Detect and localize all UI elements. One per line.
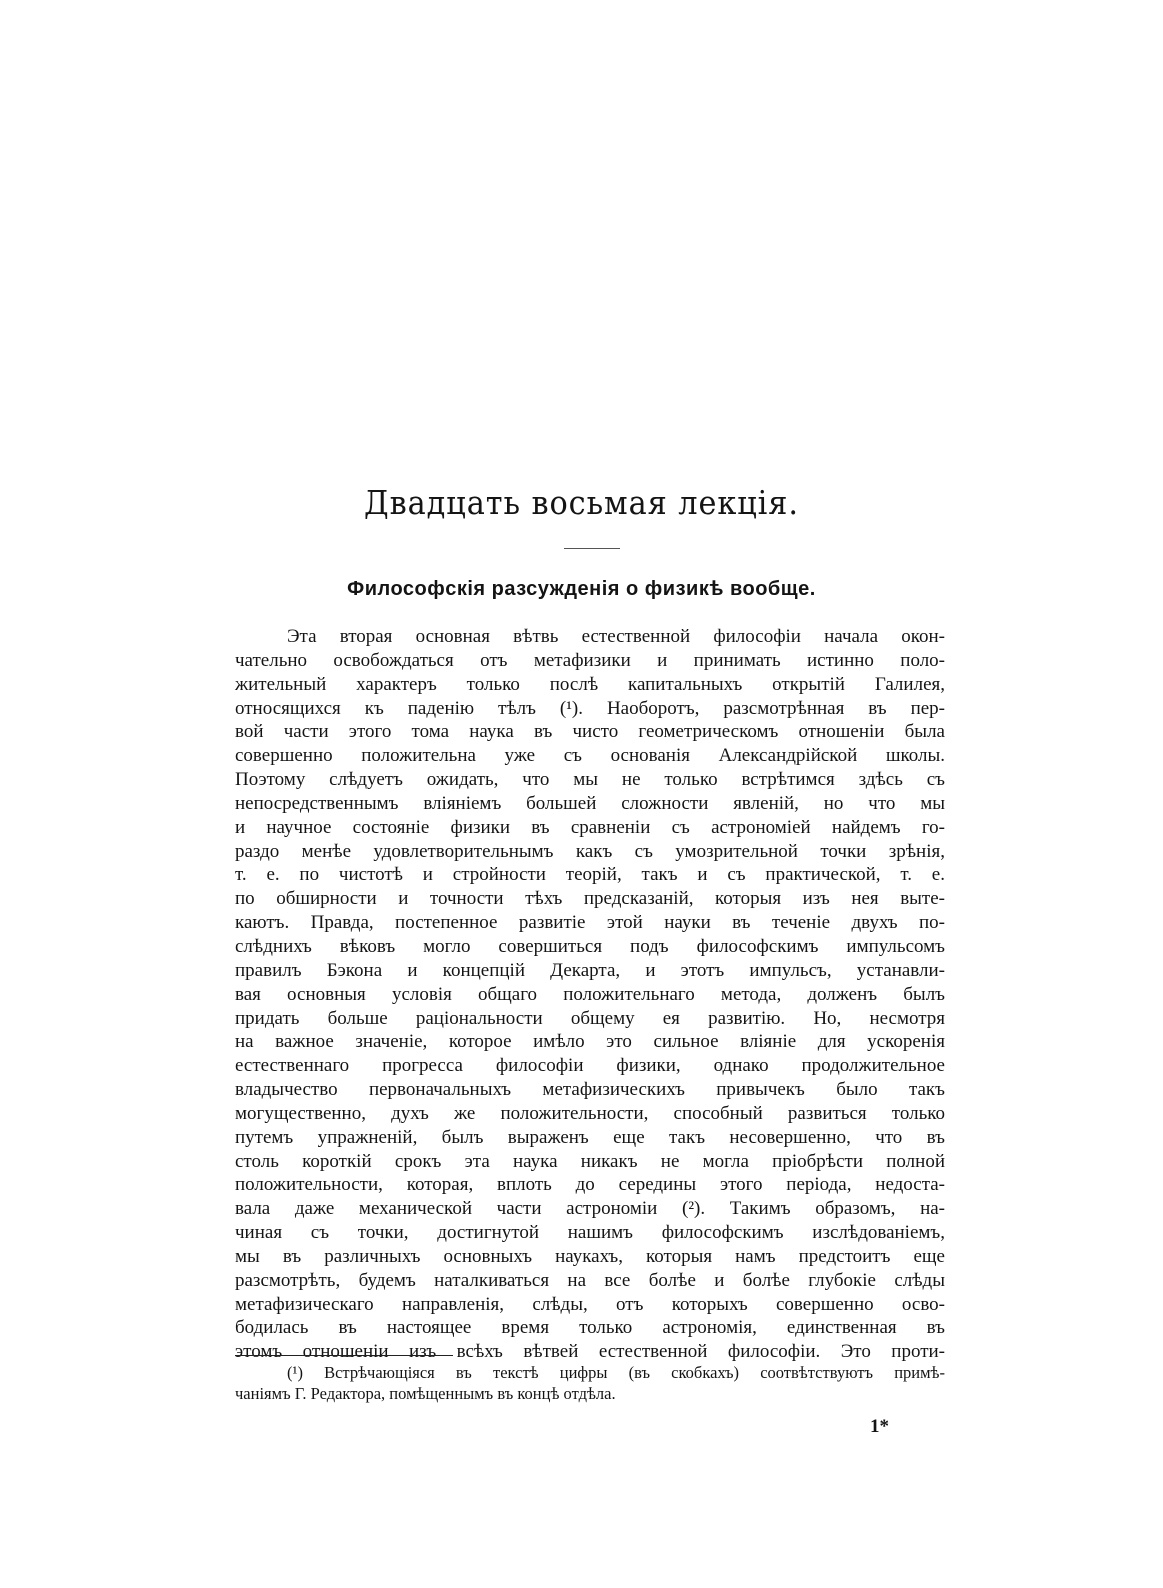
text-line: столь короткій срокъ эта наука никакъ не могла пріобрѣсти полной bbox=[235, 1150, 945, 1172]
section-subtitle: Философскія разсужденія о физикѣ вообще. bbox=[347, 578, 816, 600]
text-line: этомъ отношеніи изъ всѣхъ вѣтвей естественной философіи. Это проти- bbox=[235, 1341, 945, 1363]
text-line: слѣднихъ вѣковъ могло совершиться подъ философскимъ импульсомъ bbox=[235, 935, 945, 957]
text-line: чиная съ точки, достигнутой нашимъ философскимъ изслѣдованіемъ, bbox=[235, 1222, 945, 1244]
text-line: чательно освобождаться отъ метафизики и принимать истинно поло- bbox=[235, 649, 945, 671]
text-line: положительности, которая, вплоть до середины этого періода, недоста- bbox=[235, 1174, 945, 1196]
text-line: относящихся къ паденію тѣлъ (¹). Наоборотъ, разсмотрѣнная въ пер- bbox=[235, 697, 945, 719]
footnote bbox=[235, 1362, 945, 1404]
text-line: вая основныя условія общаго положительнаго метода, долженъ былъ bbox=[235, 983, 945, 1005]
lecture-title: Двадцать восьмая лекція. bbox=[364, 483, 799, 522]
text-line: раздо менѣе удовлетворительнымъ какъ съ умозрительной точки зрѣнія, bbox=[235, 840, 945, 862]
text-line: жительный характеръ только послѣ капитальныхъ открытій Галилея, bbox=[235, 673, 945, 695]
text-line: и научное состояніе физики въ сравненіи съ астрономіей найдемъ го- bbox=[235, 816, 945, 838]
footnote-line: чаніямъ Г. Редактора, помѣщеннымъ въ концѣ отдѣла. bbox=[235, 1384, 616, 1403]
text-line: вала даже механической части астрономіи (²). Такимъ образомъ, на- bbox=[235, 1198, 945, 1220]
text-line: путемъ упражненій, былъ выраженъ еще такъ несовершенно, что въ bbox=[235, 1126, 945, 1148]
signature-mark: 1* bbox=[870, 1416, 889, 1437]
text-line: могущественно, духъ же положительности, способный развиться только bbox=[235, 1102, 945, 1124]
text-line: каютъ. Правда, постепенное развитіе этой науки въ теченіе двухъ по- bbox=[235, 912, 945, 934]
text-line: правилъ Бэкона и концепцій Декарта, и этотъ импульсъ, устанавли- bbox=[235, 959, 945, 981]
title-divider bbox=[564, 548, 620, 549]
text-line: мы въ различныхъ основныхъ наукахъ, которыя намъ предстоитъ еще bbox=[235, 1245, 945, 1267]
text-line: совершенно положительна уже съ основанія Александрійской школы. bbox=[235, 745, 945, 767]
text-line: владычество первоначальныхъ метафизическихъ привычекъ было такъ bbox=[235, 1079, 945, 1101]
main-paragraph bbox=[235, 625, 945, 1364]
text-line: Поэтому слѣдуетъ ожидать, что мы не только встрѣтимся здѣсь съ bbox=[235, 769, 945, 791]
text-line: естественнаго прогресса философіи физики, однако продолжительное bbox=[235, 1055, 945, 1077]
text-line: бодилась въ настоящее время только астрономія, единственная въ bbox=[235, 1317, 945, 1339]
text-line: т. е. по чистотѣ и стройности теорій, такъ и съ практической, т. е. bbox=[235, 864, 945, 886]
text-line: по обширности и точности тѣхъ предсказаній, которыя изъ нея выте- bbox=[235, 888, 945, 910]
text-line: разсмотрѣть, будемъ наталкиваться на все болѣе и болѣе глубокіе слѣды bbox=[235, 1269, 945, 1291]
text-line: вой части этого тома наука въ чисто геометрическомъ отношеніи была bbox=[235, 721, 945, 743]
text-line: придать больше раціональности общему ея развитію. Но, несмотря bbox=[235, 1007, 945, 1029]
footnote-line: (¹) Встрѣчающіяся въ текстѣ цифры (въ скобкахъ) соотвѣтствуютъ примѣ- bbox=[287, 1363, 945, 1382]
footnote-divider bbox=[235, 1355, 453, 1356]
text-line: Эта вторая основная вѣтвь естественной философіи начала окон- bbox=[287, 626, 945, 647]
text-line: на важное значеніе, которое имѣло это сильное вліяніе для ускоренія bbox=[235, 1031, 945, 1053]
text-line: непосредственнымъ вліяніемъ большей сложности явленій, но что мы bbox=[235, 792, 945, 814]
text-line: метафизическаго направленія, слѣды, отъ которыхъ совершенно осво- bbox=[235, 1293, 945, 1315]
